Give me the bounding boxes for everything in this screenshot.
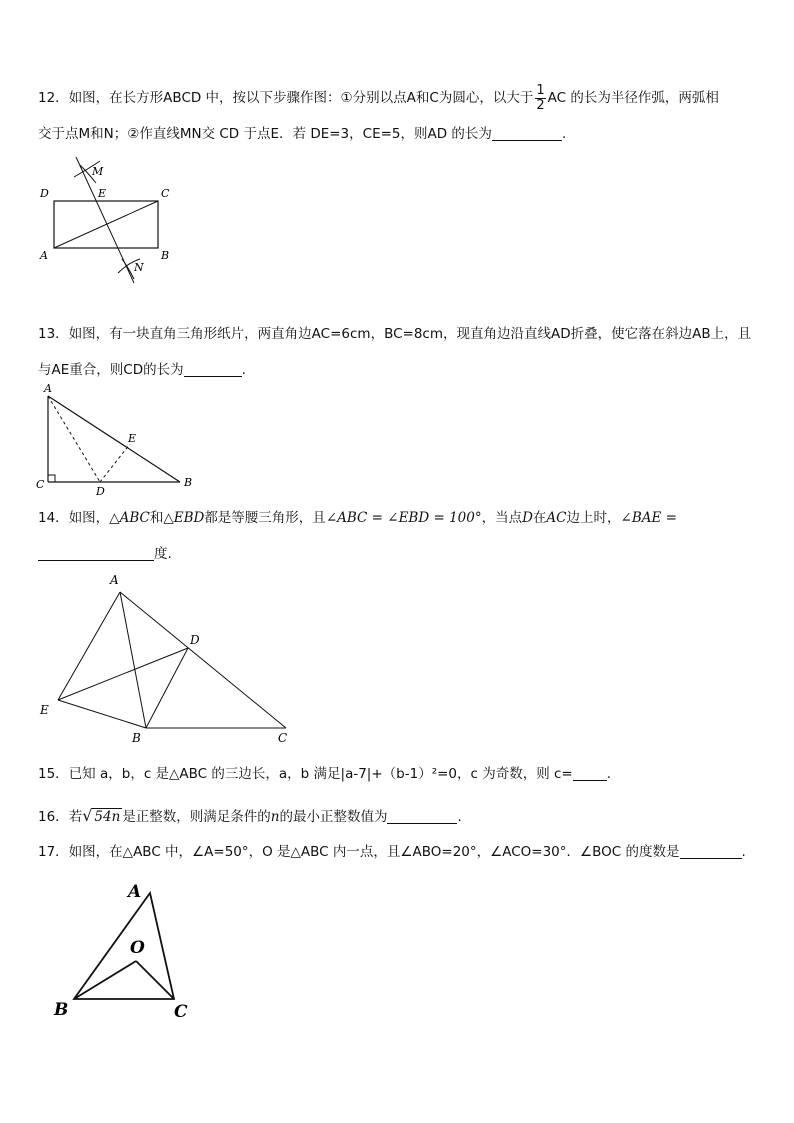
q12-line2 [38,116,760,152]
q14-number: 14． [38,510,69,526]
q13-line2-text: 与AE重合，则CD的长为 [38,362,184,378]
q17-figure [48,875,208,1025]
q16-text-b: 是正整数，则满足条件的 [122,809,271,825]
q12-text-b: AC 的长为半径作弧，两弧相 [547,90,719,106]
q14-text-d: 在 [532,510,547,526]
q14-tri1: △ABC [109,510,150,526]
q15-end: . [606,766,612,782]
q14-text-e: 边上时， [566,510,621,526]
q17-number: 17． [38,844,69,860]
question-14 [38,500,760,572]
label-b: B [161,249,170,262]
q14-text-a: 如图， [68,510,110,526]
q12-frac-den: 2 [536,97,545,113]
label-a: A [110,573,119,587]
q14-seg-ac: AC [546,510,567,526]
q16-line1 [38,798,760,835]
label-b: B [54,1000,69,1020]
seg-bo [74,961,136,999]
q12-number: 12． [38,90,69,106]
q17-answer-blank[interactable] [680,844,742,859]
q14-tri2: △EBD [163,510,205,526]
q14-text-c: ，当点 [481,510,523,526]
q12-line1 [38,80,760,116]
seg-eb [58,700,146,728]
q17-text: 如图，在△ABC 中，∠A=50°，O 是△ABC 内一点，且∠ABO=20°，∠ACO=30°．∠BOC 的度数是 [68,844,680,860]
q13-number: 13． [38,326,69,342]
label-o: O [130,938,145,958]
label-d: D [96,485,105,498]
right-angle-mark [48,475,55,482]
q16-number: 16． [38,809,69,825]
q14-text-b: 都是等腰三角形，且 [204,510,326,526]
sqrt-icon: √ [82,806,93,825]
question-12 [38,80,760,152]
q12-answer-blank[interactable] [492,126,562,141]
question-16 [38,798,760,835]
seg-ab [120,592,146,728]
label-d: D [190,633,200,647]
diagonal-ac [54,201,158,248]
q16-var-n: n [270,809,280,825]
q14-and: 和 [149,510,164,526]
label-c: C [161,187,170,200]
q16-text-c: 的最小正整数值为 [279,809,388,825]
q14-figure [38,570,308,750]
label-c: C [278,731,288,745]
q15-line1 [38,756,760,792]
q12-fraction [535,84,545,113]
q16-radicand: 54n [94,809,121,825]
q12-frac-num: 1 [536,82,545,98]
q15-number: 15． [38,766,69,782]
q14-angle-eq: ∠ABC = ∠EBD = 100° [325,510,482,526]
q17-end: . [741,844,746,860]
label-a: A [40,249,48,262]
q12-end: . [561,126,567,142]
label-a: A [128,882,142,902]
label-c: C [174,1002,188,1022]
side-ab [48,396,180,482]
q12-line2-text: 交于点M和N；②作直线MN交 CD 于点E．若 DE=3，CE=5，则AD 的长为 [38,126,492,142]
q15-text: 已知 a，b，c 是△ABC 的三边长，a，b 满足|a-7|+（b-1）²=0，c 为奇数，则 c= [68,766,573,782]
q13-end: . [241,362,246,378]
q12-figure [30,155,190,295]
label-c: C [36,478,45,491]
q14-line2 [38,536,760,572]
label-n: N [134,261,144,274]
label-e: E [40,703,49,717]
q13-line1 [38,316,760,352]
q13-line1-text: 如图，有一块直角三角形纸片，两直角边AC=6cm，BC=8cm，现直角边沿直线AD折叠，使它落在斜边AB上，且 [68,326,752,342]
q16-text-a: 若 [68,809,83,825]
q16-end: . [457,809,462,825]
seg-ed [58,648,188,700]
segment-de [100,444,130,482]
q14-unit: 度. [154,546,172,562]
question-17 [38,834,760,870]
seg-bd [146,648,188,728]
q16-answer-blank[interactable] [387,809,457,824]
label-d: D [40,187,49,200]
q13-figure [30,380,200,498]
q14-line1 [38,500,760,536]
label-b: B [132,731,141,745]
label-e: E [98,187,107,200]
q14-point-d: D [522,510,533,526]
q12-text-a: 如图，在长方形ABCD 中，按以下步骤作图：①分别以点A和C为圆心，以大于 [68,90,534,106]
q14-answer-blank[interactable] [38,546,154,561]
q13-answer-blank[interactable] [184,362,242,377]
q14-angle-bae: ∠BAE = [620,510,677,526]
seg-co [136,961,174,999]
q15-answer-blank[interactable] [573,766,607,781]
label-e: E [128,432,137,445]
label-b: B [184,476,193,489]
seg-ac [120,592,286,728]
question-15 [38,756,760,792]
fold-ad [48,396,100,482]
q17-line1 [38,834,760,870]
label-a: A [44,382,52,395]
label-m: M [92,165,104,178]
question-13 [38,316,760,388]
seg-ae [58,592,120,700]
